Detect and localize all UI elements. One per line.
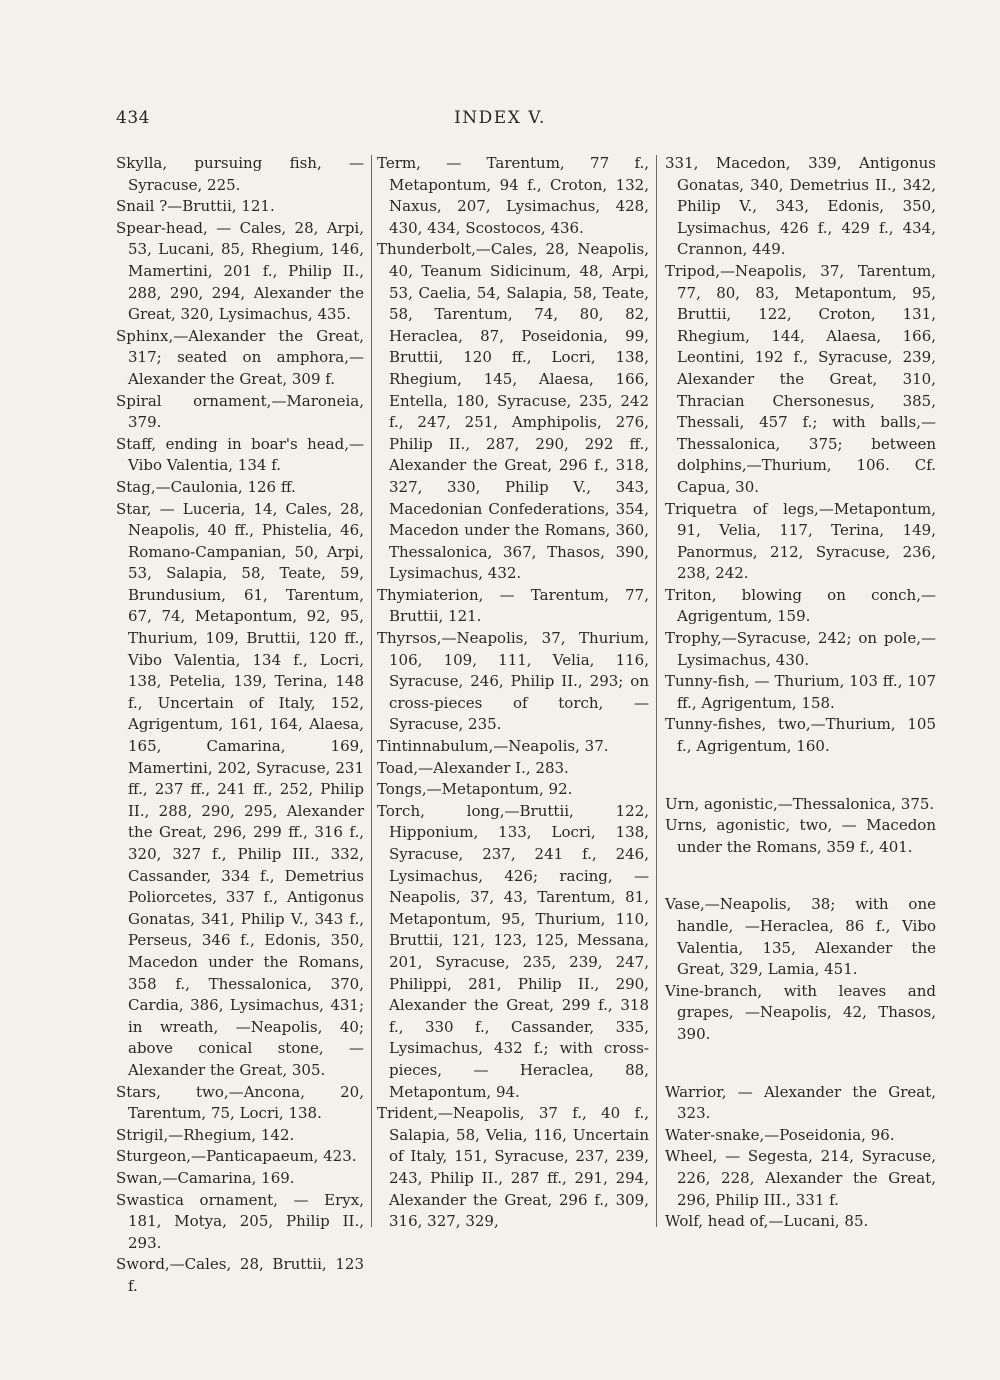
index-entry: Thymiaterion, — Tarentum, 77, Bruttii, 121. (377, 585, 649, 626)
index-entry: Stars, two,—Ancona, 20, Tarentum, 75, Locri, 138. (116, 1082, 364, 1123)
index-entry: Thunderbolt,—Cales, 28, Neapolis, 40, Teanum Sidicinum, 48, Arpi, 53, Caelia, 54, Salapia, 58, Teate, 58, Tarentum, 74, 80, 82, Heraclea, 87, Poseidonia, 99, Bruttii, 120 ff., Locri, 138, Rhegium, 145, Alaesa, 166, Entella, 180, Syracuse, 235, 242 f., 247, 251, Amphipolis, 276, Philip II., 287, 290, 292 ff., Alexander the Great, 296 f., 318, 327, 330, Philip V., 343, Macedonian Confederations, 354, Macedon under the Romans, 360, Thessalonica, 367, Thasos, 390, Lysimachus, 432. (377, 240, 649, 583)
index-entry: Strigil,—Rhegium, 142. (116, 1125, 295, 1144)
index-entry: Torch, long,—Bruttii, 122, Hipponium, 133, Locri, 138, Syracuse, 237, 241 f., 246, Lysimachus, 426; racing, —Neapolis, 37, 43, Tarentum, 81, Metapontum, 95, Thurium, 110, Bruttii, 121, 123, 125, Messana, 201, Syracuse, 235, 239, 247, Philippi, 281, Philip II., 290, Alexander the Great, 299 f., 318 f., 330 f., Cassander, 335, Lysimachus, 432 f.; with cross-pieces, — Heraclea, 88, Metapontum, 94. (377, 801, 649, 1101)
index-entry: Wheel, — Segesta, 214, Syracuse, 226, 228, Alexander the Great, 296, Philip III., 331 f. (665, 1147, 936, 1209)
index-column-2 (377, 153, 649, 1233)
letter-group-spacer (665, 758, 936, 794)
index-entry: Spear-head, — Cales, 28, Arpi, 53, Lucani, 85, Rhegium, 146, Mamertini, 201 f., Philip II., 288, 290, 294, Alexander the Great, 320, Lysimachus, 435. (116, 218, 364, 324)
page-number: 434 (116, 108, 150, 128)
letter-group-spacer (665, 1046, 936, 1082)
index-entry: Toad,—Alexander I., 283. (377, 758, 569, 777)
index-entry: Tunny-fish, — Thurium, 103 ff., 107 ff., Agrigentum, 158. (665, 672, 936, 712)
index-column-3 (665, 153, 936, 1233)
letter-group-spacer (665, 858, 936, 894)
index-entry: Trident,—Neapolis, 37 f., 40 f., Salapia, 58, Velia, 116, Uncertain of Italy, 151, Syracuse, 237, 239, 243, Philip II., 287 ff., 291, 294, Alexander the Great, 296 f., 309, 316, 327, 329, (377, 1104, 649, 1231)
index-entry: Staff, ending in boar's head,—Vibo Valentia, 134 f. (116, 434, 364, 475)
index-entry: Warrior, — Alexander the Great, 323. (665, 1082, 936, 1123)
index-entry: Term, — Tarentum, 77 f., Metapontum, 94 f., Croton, 132, Naxus, 207, Lysimachus, 428, 430, 434, Scostocos, 436. (377, 154, 649, 237)
index-entry: Sword,—Cales, 28, Bruttii, 123 f. (116, 1255, 364, 1295)
index-entry: Vase,—Neapolis, 38; with one handle, —Heraclea, 86 f., Vibo Valentia, 135, Alexander the Great, 329, Lamia, 451. (665, 895, 936, 979)
index-entry: Swan,—Camarina, 169. (116, 1168, 295, 1187)
index-entry: Stag,—Caulonia, 126 ff. (116, 477, 296, 496)
index-entry: Vine-branch, with leaves and grapes, —Neapolis, 42, Thasos, 390. (665, 981, 936, 1043)
index-entry: Thyrsos,—Neapolis, 37, Thurium, 106, 109, 111, Velia, 116, Syracuse, 246, Philip II., 293; on cross-pieces of torch, — Syracuse, 235. (377, 629, 649, 734)
index-entry: Sturgeon,—Panticapaeum, 423. (116, 1147, 357, 1166)
index-entry: Snail ?—Bruttii, 121. (116, 197, 275, 216)
index-entry: Triquetra of legs,—Metapontum, 91, Velia, 117, Terina, 149, Panormus, 212, Syracuse, 236, 238, 242. (665, 499, 936, 583)
index-column-1 (116, 153, 364, 1297)
index-entry: Star, — Luceria, 14, Cales, 28, Neapolis, 40 ff., Phistelia, 46, Romano-Campanian, 50, Arpi, 53, Salapia, 58, Teate, 59, Brundusium, 61, Tarentum, 67, 74, Metapontum, 92, 95, Thurium, 109, Bruttii, 120 ff., Vibo Valentia, 134 f., Locri, 138, Petelia, 139, Terina, 148 f., Uncertain of Italy, 152, Agrigentum, 161, 164, Alaesa, 165, Camarina, 169, Mamertini, 202, Syracuse, 231 ff., 237 ff., 241 ff., 252, Philip II., 288, 290, 295, Alexander the Great, 296, 299 ff., 316 f., 320, 327 f., Philip III., 332, Cassander, 334 f., Demetrius Poliorcetes, 337 f., Antigonus Gonatas, 341, Philip V., 343 f., Perseus, 346 f., Edonis, 350, Macedon under the Romans, 358 f., Thessalonica, 370, Cardia, 386, Lysimachus, 431; in wreath, —Neapolis, 40; above conical stone, — Alexander the Great, 305. (116, 499, 364, 1079)
running-title: INDEX V. (454, 108, 546, 128)
column-divider (371, 155, 372, 1227)
index-entry: Tunny-fishes, two,—Thurium, 105 f., Agrigentum, 160. (665, 715, 936, 756)
index-entry: Wolf, head of,—Lucani, 85. (665, 1212, 869, 1231)
index-entry: Tongs,—Metapontum, 92. (377, 780, 573, 799)
index-entry: Urns, agonistic, two, — Macedon under the Romans, 359 f., 401. (665, 816, 936, 856)
index-entry: Urn, agonistic,—Thessalonica, 375. (665, 794, 935, 813)
index-entry: Triton, blowing on conch,—Agrigentum, 159. (665, 585, 936, 626)
index-entry: Skylla, pursuing fish, — Syracuse, 225. (116, 154, 364, 194)
column-divider (656, 155, 657, 1227)
index-entry: Spiral ornament,—Maroneia, 379. (116, 391, 364, 432)
index-entry: Trophy,—Syracuse, 242; on pole,— Lysimachus, 430. (665, 629, 936, 669)
index-entry: Tintinnabulum,—Neapolis, 37. (377, 737, 609, 756)
index-entry: Water-snake,—Poseidonia, 96. (665, 1125, 895, 1144)
index-entry: Swastica ornament, — Eryx, 181, Motya, 205, Philip II., 293. (116, 1190, 364, 1252)
page-header (0, 108, 1000, 138)
index-entry: Sphinx,—Alexander the Great, 317; seated on amphora,—Alexander the Great, 309 f. (116, 326, 364, 388)
index-entry: Tripod,—Neapolis, 37, Tarentum, 77, 80, 83, Metapontum, 95, Bruttii, 122, Croton, 131, Rhegium, 144, Alaesa, 166, Leontini, 192 f., Syracuse, 239, Alexander the Great, 310, Thracian Chersonesus, 385, Thessali, 457 f.; with balls,— Thessalonica, 375; between dolphins,—Thurium, 106. Cf. Capua, 30. (665, 261, 936, 496)
index-entry: 331, Macedon, 339, Antigonus Gonatas, 340, Demetrius II., 342, Philip V., 343, Edonis, 350, Lysimachus, 426 f., 429 f., 434, Crannon, 449. (665, 154, 936, 259)
